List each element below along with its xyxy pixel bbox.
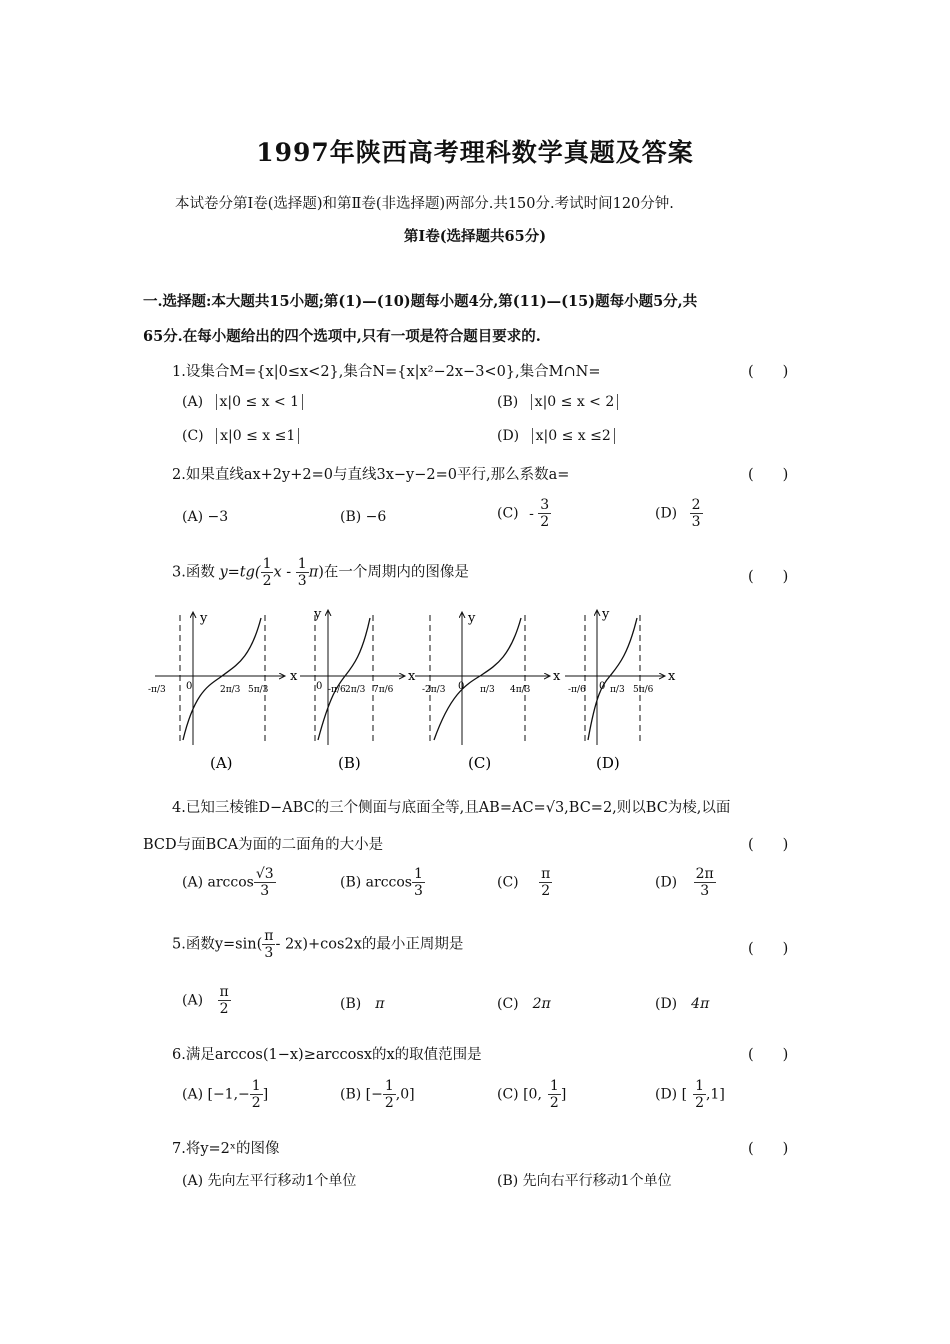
q1-option-d-value: x|0 ≤ x ≤2: [532, 428, 615, 444]
q6-option-b: (B) [− $\frac{1}{2}$ ,0]: [340, 1078, 415, 1112]
q5-option-c: (C) 2π: [497, 996, 551, 1012]
q1-option-b-value: x|0 ≤ x < 2: [531, 394, 619, 410]
page-title: 1997年陕西高考理科数学真题及答案: [256, 138, 694, 167]
graph-c-origin: 0: [458, 681, 465, 692]
q4-stem-line1: 4.已知三棱锥D−ABC的三个侧面与底面全等,且AB=AC=√3,BC=2,则以BC为棱,以面: [172, 800, 731, 816]
graph-a-y-label: y: [200, 611, 208, 626]
q2-option-b: (B) −6: [340, 509, 387, 525]
q2-option-d: (D) $\frac{2}{3}$: [655, 497, 701, 531]
q1-answer-paren: ( ): [748, 364, 789, 380]
q4-stem-line2: BCD与面BCA为面的二面角的大小是: [143, 837, 384, 853]
q4-answer-paren: ( ): [748, 837, 789, 853]
q1-option-c: (C) x|0 ≤ x ≤1: [182, 428, 299, 444]
graph-b-label: (B): [338, 754, 361, 772]
graph-b-tick-1: -π/6: [328, 685, 346, 695]
graph-d-origin: 0: [599, 681, 606, 692]
graph-c-tick-2: π/3: [480, 685, 495, 695]
graph-c: [415, 611, 561, 772]
graph-a: [148, 611, 298, 772]
q7-option-a: (A) 先向左平行移动1个单位: [182, 1173, 357, 1189]
part-heading: 第Ⅰ卷(选择题共65分): [403, 228, 547, 245]
graph-a-tick-3: 5π/3: [248, 685, 269, 695]
graph-a-tick-2: 2π/3: [220, 685, 241, 695]
q1-option-c-value: x|0 ≤ x ≤1: [216, 428, 299, 444]
q4-option-c: (C) $\frac{\pi}{2}$: [497, 866, 551, 900]
q1-option-d: (D) x|0 ≤ x ≤2: [497, 428, 615, 444]
graph-a-x-label: x: [290, 669, 298, 684]
q5-answer-paren: ( ): [748, 941, 789, 957]
graph-c-tick-1: -2π/3: [422, 685, 446, 695]
q1-option-a-value: x|0 ≤ x < 1: [216, 394, 304, 410]
q6-option-c: (C) [0, $\frac{1}{2}$ ]: [497, 1078, 567, 1112]
q5-stem: 5.函数y=sin( $\frac{\pi}{3}$ - 2x)+cos2x的最小正周期是: [172, 928, 464, 962]
q6-stem: 6.满足arccos(1−x)≥arccosx的x的取值范围是: [172, 1047, 482, 1063]
q2-option-a: (A) −3: [182, 509, 229, 525]
q7-stem: 7.将y=2ˣ的图像: [172, 1141, 280, 1157]
q1-stem: 1.设集合M={x|0≤x<2},集合N={x|x²−2x−3<0},集合M∩N=: [172, 364, 601, 380]
graph-b-y-label: y: [314, 607, 322, 622]
graph-d: [565, 607, 676, 772]
q2-stem: 2.如果直线ax+2y+2=0与直线3x−y−2=0平行,那么系数a=: [172, 467, 570, 483]
q7-option-b: (B) 先向右平行移动1个单位: [497, 1173, 672, 1189]
graph-d-x-label: x: [668, 669, 676, 684]
q3-answer-paren: ( ): [748, 569, 789, 585]
q2-answer-paren: ( ): [748, 467, 789, 483]
q5-option-b: (B) π: [340, 996, 385, 1012]
q6-answer-paren: ( ): [748, 1047, 789, 1063]
q6-option-d: (D) [ $\frac{1}{2}$ ,1]: [655, 1078, 725, 1112]
graph-a-tick-1: -π/3: [148, 685, 166, 695]
graph-b: [300, 607, 416, 772]
q4-option-a: (A) arccos $\frac{√3}{3}$: [182, 866, 274, 900]
graph-d-y-label: y: [602, 607, 610, 622]
section-instructions-line2: 65分.在每小题给出的四个选项中,只有一项是符合题目要求的.: [143, 328, 541, 345]
q6-option-a: (A) [−1,− $\frac{1}{2}$ ]: [182, 1078, 269, 1112]
graph-c-label: (C): [468, 754, 492, 772]
graph-b-tick-3: 7π/6: [373, 685, 394, 695]
graph-d-tick-2: π/3: [610, 685, 625, 695]
q1-option-b: (B) x|0 ≤ x < 2: [497, 394, 618, 410]
graph-d-tick-3: 5π/6: [633, 685, 654, 695]
q1-option-a: (A) x|0 ≤ x < 1: [182, 394, 303, 410]
q5-option-d: (D) 4π: [655, 996, 710, 1012]
q3-graphs: [140, 600, 680, 780]
graph-b-tick-2: 2π/3: [345, 685, 366, 695]
section-instructions-line1: 一.选择题:本大题共15小题;第(1)—(10)题每小题4分,第(11)—(15)题每小题5分,共: [143, 293, 698, 310]
graph-c-x-label: x: [553, 669, 561, 684]
q5-option-a: (A) $\frac{\pi}{2}$: [182, 984, 229, 1018]
q7-answer-paren: ( ): [748, 1141, 789, 1157]
q3-stem: 3.函数 y=tg( $\frac{1}{2}$ x - $\frac{1}{3}$ π)在一个周期内的图像是: [172, 556, 469, 590]
q2-option-c: (C) - $\frac{3}{2}$: [497, 497, 550, 531]
graph-d-tick-1: -π/6: [568, 685, 586, 695]
graph-b-x-label: x: [408, 669, 416, 684]
graph-d-label: (D): [596, 754, 620, 772]
graph-c-tick-3: 4π/3: [510, 685, 531, 695]
exam-intro: 本试卷分第Ⅰ卷(选择题)和第Ⅱ卷(非选择题)两部分.共150分.考试时间120分钟.: [175, 196, 674, 212]
q4-option-d: (D) $\frac{2\pi}{3}$: [655, 866, 714, 900]
graph-a-label: (A): [210, 754, 233, 772]
graph-c-y-label: y: [468, 611, 476, 626]
graph-a-origin: 0: [186, 681, 193, 692]
graph-b-origin: 0: [316, 681, 323, 692]
q4-option-b: (B) arccos $\frac{1}{3}$: [340, 866, 423, 900]
